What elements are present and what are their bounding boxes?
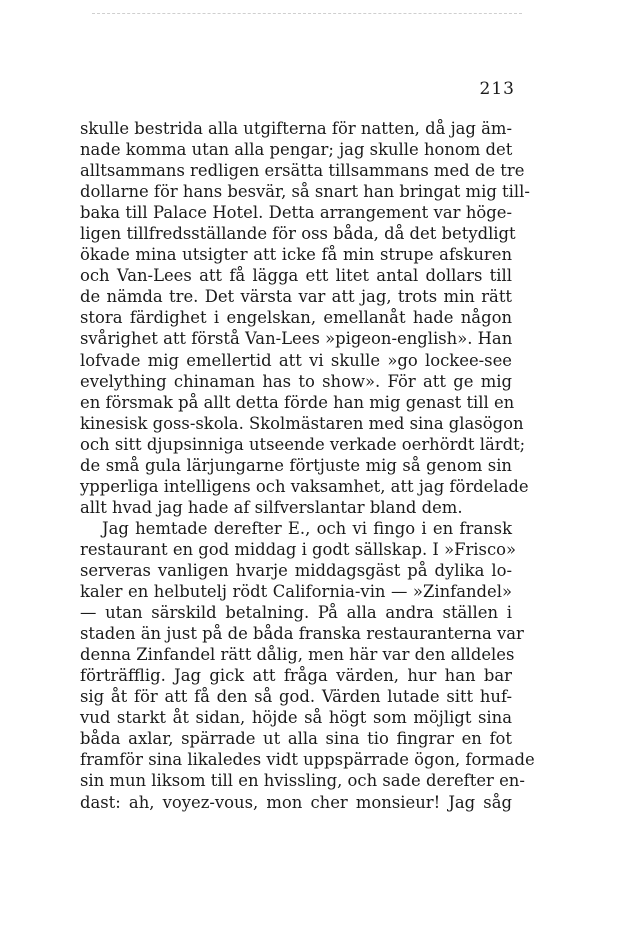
text-line: de små gula lärjungarne förtjuste mig så genom sin xyxy=(80,455,512,475)
text-line: båda axlar, spärrade ut alla sina tio fingrar en fot xyxy=(80,729,512,749)
text-line: ypperliga intelligens och vaksamhet, att jag fördelade xyxy=(80,476,529,496)
text-line: och sitt djupsinniga utseende verkade oerhördt lärdt; xyxy=(80,434,526,454)
text-line: dollarne för hans besvär, så snart han bringat mig till- xyxy=(80,182,530,202)
text-line: framför sina likaledes vidt uppspärrade ögon, formade xyxy=(80,750,535,770)
text-line: kinesisk goss-skola. Skolmästaren med sina glasögon xyxy=(80,413,524,433)
text-line: alltsammans redligen ersätta tillsammans med de tre xyxy=(80,161,525,181)
text-line: skulle bestrida alla utgifterna för natten, då jag äm- xyxy=(80,119,512,138)
text-line: stora färdighet i engelskan, emellanåt hade någon xyxy=(80,308,512,328)
text-line: serveras vanligen hvarje middagsgäst på dylika lo- xyxy=(80,560,512,580)
text-line: nade komma utan alla pengar; jag skulle honom det xyxy=(80,140,513,160)
body-text xyxy=(80,118,535,813)
paragraph-start-line: Jag hemtade derefter E., och vi fingo i en fransk xyxy=(102,518,512,538)
text-line: och Van-Lees att få lägga ett litet antal dollars till xyxy=(80,266,512,286)
text-line: restaurant en god middag i godt sällskap. I »Frisco» xyxy=(80,539,517,559)
text-line: kaler en helbutelj rödt California-vin — »Zinfandel» xyxy=(80,582,512,602)
text-line: baka till Palace Hotel. Detta arrangement var höge- xyxy=(80,203,512,223)
text-line: lofvade mig emellertid att vi skulle »go lockee-see xyxy=(80,350,512,370)
text-line: en försmak på allt detta förde han mig genast till en xyxy=(80,392,515,412)
text-line: ligen tillfredsställande för oss båda, då det betydligt xyxy=(80,224,516,244)
text-line: sig åt för att få den så god. Värden lutade sitt huf- xyxy=(80,687,512,707)
text-line: staden än just på de båda franska restauranterna var xyxy=(80,624,524,644)
text-line: de nämda tre. Det värsta var att jag, trots min rätt xyxy=(80,287,512,307)
top-edge-rule xyxy=(92,13,522,14)
text-line: denna Zinfandel rätt dålig, men här var den alldeles xyxy=(80,645,515,665)
text-line: ökade mina utsigter att icke få min strupe afskuren xyxy=(80,245,512,265)
text-line: förträfflig. Jag gick att fråga värden, hur han bar xyxy=(80,666,512,686)
text-line: evelything chinaman has to show». För att ge mig xyxy=(80,371,512,391)
page-number: 213 xyxy=(479,79,515,99)
text-line: dast: ah, voyez-vous, mon cher monsieur! Jag såg xyxy=(80,792,512,812)
paragraph-end-line: allt hvad jag hade af silfverslantar bland dem. xyxy=(80,497,463,517)
text-line: vud starkt åt sidan, höjde så högt som möjligt sina xyxy=(80,708,512,728)
text-line: svårighet att förstå Van-Lees »pigeon-english». Han xyxy=(80,329,513,349)
text-line: — utan särskild betalning. På alla andra ställen i xyxy=(80,603,512,623)
text-line: sin mun liksom till en hvissling, och sade derefter en- xyxy=(80,771,525,791)
